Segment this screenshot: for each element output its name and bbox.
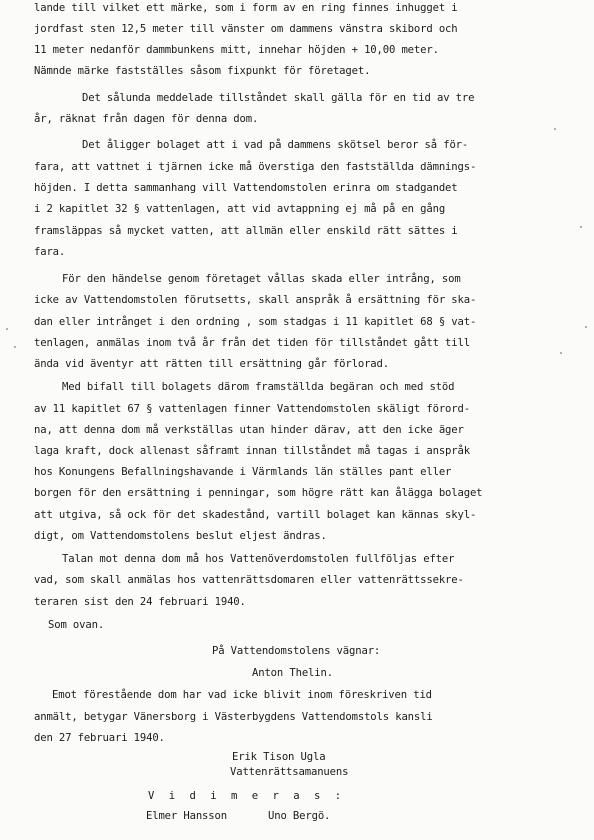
clerk-title: Vattenrättsamanuens	[230, 766, 349, 778]
text-line: höjden. I detta sammanhang vill Vattendomstolen erinra om stadgandet	[34, 182, 458, 194]
text-line: fara.	[34, 246, 66, 258]
text-line: fara, att vattnet i tjärnen icke må överstiga den fastställda dämnings-	[34, 161, 477, 173]
text-line: Nämnde märke fastställes såsom fixpunkt för företaget.	[34, 65, 371, 77]
witness-signature: Uno Bergö.	[268, 810, 331, 822]
closing-text: Som ovan.	[48, 619, 105, 631]
attestation-label: V i d i m e r a s :	[148, 790, 346, 802]
text-line: För den händelse genom företaget vållas skada eller intrång, som	[62, 273, 461, 285]
text-line: dan eller intrånget i den ordning , som stadgas i 11 kapitlet 68 § vat-	[34, 316, 477, 328]
clerk-name: Erik Tison Ugla	[232, 751, 326, 763]
signature-header: På Vattendomstolens vägnar:	[212, 645, 381, 657]
text-line: ända vid äventyr att rätten till ersättning går förlorad.	[34, 358, 389, 370]
scan-speck	[560, 352, 562, 354]
text-line: tenlagen, anmälas inom två år från det tiden för tillståndet gått till	[34, 337, 470, 349]
text-line: Med bifall till bolagets därom framställda begäran och med stöd	[62, 381, 455, 393]
scan-speck	[6, 328, 8, 330]
scan-speck	[554, 128, 556, 130]
text-line: den 27 februari 1940.	[34, 732, 165, 744]
text-line: framsläppas så mycket vatten, att allmän eller enskild rätt sättes i	[34, 225, 458, 237]
text-line: att utgiva, så ock för det skadestånd, vartill bolaget kan kännas skyl-	[34, 509, 477, 521]
text-line: 11 meter nedanför dammbunkens mitt, innehar höjden + 10,00 meter.	[34, 44, 439, 56]
scan-speck	[580, 226, 582, 228]
text-line: Talan mot denna dom må hos Vattenöverdomstolen fullföljas efter	[62, 553, 455, 565]
text-line: icke av Vattendomstolen förutsetts, skall anspråk å ersättning för ska-	[34, 294, 477, 306]
text-line: hos Konungens Befallningshavande i Värmlands län ställes pant eller	[34, 466, 452, 478]
text-line: vad, som skall anmälas hos vattenrättsdomaren eller vattenrättssekre-	[34, 574, 464, 586]
text-line: na, att denna dom må verkställas utan hinder därav, att den icke äger	[34, 424, 464, 436]
text-line: laga kraft, dock allenast såframt innan tillståndet må tagas i anspråk	[34, 445, 470, 457]
text-line: Emot förestående dom har vad icke blivit inom föreskriven tid	[52, 689, 432, 701]
text-line: teraren sist den 24 februari 1940.	[34, 596, 246, 608]
text-line: av 11 kapitlet 67 § vattenlagen finner Vattendomstolen skäligt förord-	[34, 403, 470, 415]
text-line: Det åligger bolaget att i vad på dammens skötsel beror så för-	[82, 139, 469, 151]
text-line: jordfast sten 12,5 meter till vänster om dammens vänstra skibord och	[34, 23, 458, 35]
text-line: anmält, betygar Vänersborg i Västerbygdens Vattendomstols kansli	[34, 711, 433, 723]
text-line: i 2 kapitlet 32 § vattenlagen, att vid avtappning ej må på en gång	[34, 203, 446, 215]
text-line: digt, om Vattendomstolens beslut eljest ändras.	[34, 530, 327, 542]
scan-speck	[14, 346, 16, 348]
text-line: lande till vilket ett märke, som i form av en ring finnes inhugget i	[34, 2, 458, 14]
text-line: Det sålunda meddelade tillståndet skall gälla för en tid av tre	[82, 92, 475, 104]
witness-signature: Elmer Hansson	[146, 810, 227, 822]
signature-name: Anton Thelin.	[252, 667, 333, 679]
text-line: år, räknat från dagen för denna dom.	[34, 113, 259, 125]
scan-speck	[585, 326, 587, 328]
text-line: borgen för den ersättning i penningar, som högre rätt kan ålägga bolaget	[34, 487, 483, 499]
